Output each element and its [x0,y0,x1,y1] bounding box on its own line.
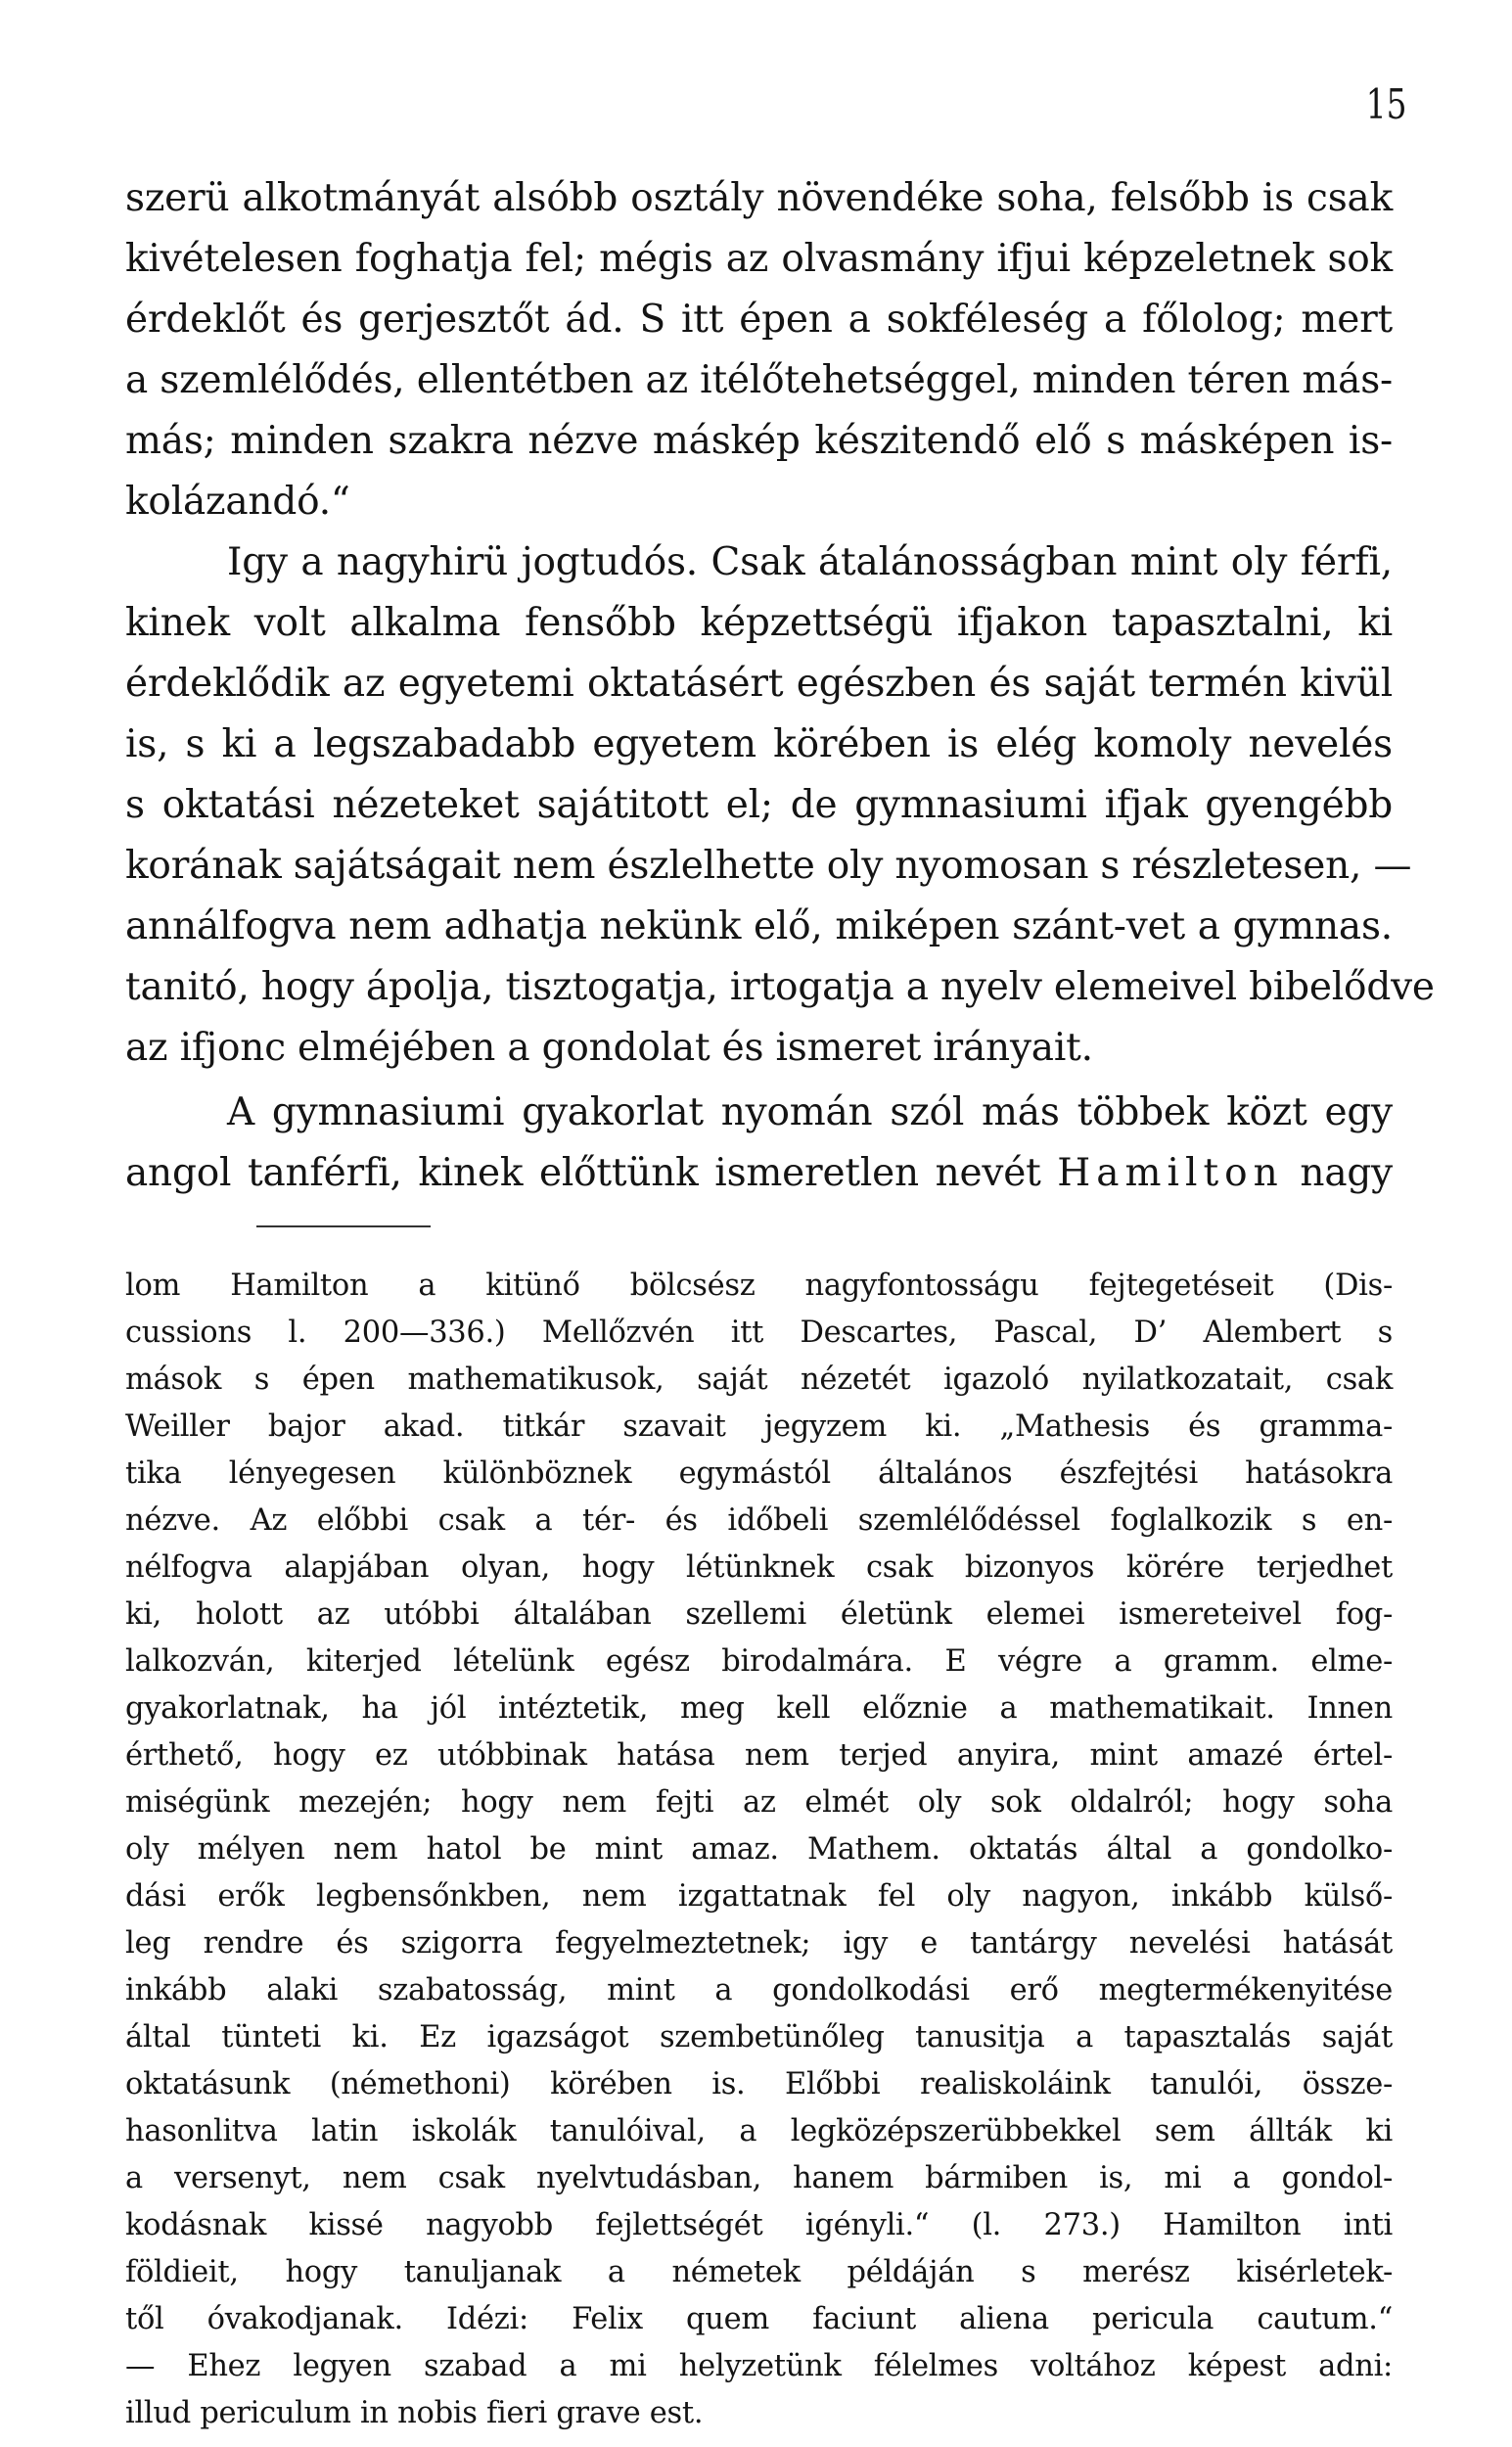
footnote-line: tika lényegesen különböznek egymástól általános észfejtési hatásokra [125,1456,1393,1491]
text-line: kivételesen foghatja fel; mégis az olvasmány ifjui képzeletnek sok [125,237,1393,281]
footnote-line: hasonlitva latin iskolák tanulóival, a legközépszerübbekkel sem állták ki [125,2114,1393,2148]
footnote-line: által tünteti ki. Ez igazságot szembetünőleg tanusitja a tapasztalás saját [125,2020,1393,2055]
text-line: kolázandó.“ [125,480,350,524]
footnote-line: oly mélyen nem hatol be mint amaz. Mathem. oktatás által a gondolko- [125,1832,1393,1867]
footnote-line: gyakorlatnak, ha jól intéztetik, meg kell előznie a mathematikait. Innen [125,1691,1393,1726]
spaced-name: Hamilton [1057,1151,1284,1195]
footnote [125,1263,1393,2437]
text-line: is, s ki a legszabadabb egyetem körében is elég komoly nevelés [125,722,1393,766]
text-line: s oktatási nézeteket sajátitott el; de gymnasiumi ifjak gyengébb [125,783,1393,827]
footnote-line: leg rendre és szigorra fegyelmeztetnek; igy e tantárgy nevelési hatását [125,1926,1393,1961]
text-line-last [125,1143,1393,1204]
footnote-line: mások s épen mathematikusok, saját nézetét igazoló nyilatkozatait, csak [125,1362,1393,1397]
footnote-line: a versenyt, nem csak nyelvtudásban, hanem bármiben is, mi a gondol- [125,2161,1393,2195]
footnote-line: dási erők legbensőnkben, nem izgattatnak fel oly nagyon, inkább külső- [125,1879,1393,1914]
text-line: az ifjonc elméjében a gondolat és ismeret irányait. [125,1026,1093,1070]
footnote-line: inkább alaki szabatosság, mint a gondolkodási erő megtermékenyitése [125,1973,1393,2008]
footnote-line: től óvakodjanak. Idézi: Felix quem faciunt aliena pericula cautum.“ [125,2302,1393,2336]
paragraph-start-line: Igy a nagyhirü jogtudós. Csak átalánosságban mint oly férfi, [227,540,1393,584]
footnote-line: miségünk mezején; hogy nem fejti az elmét oly sok oldalról; hogy soha [125,1785,1393,1820]
text-line: annálfogva nem adhatja nekünk elő, miképen szánt-vet a gymnas. [125,904,1393,948]
text-line: szerü alkotmányát alsóbb osztály növendéke soha, felsőbb is csak [125,176,1393,220]
paragraph-start-line: A gymnasiumi gyakorlat nyomán szól más többek közt egy [227,1090,1393,1134]
text-line: más; minden szakra nézve máskép készitendő elő s másképen is- [125,419,1393,463]
footnote-line: cussions l. 200—336.) Mellőzvén itt Descartes, Pascal, D’ Alembert s [125,1316,1393,1350]
footnote-line: illud periculum in nobis fieri grave est. [125,2396,704,2430]
footnote-line: nélfogva alapjában olyan, hogy létünknek csak bizonyos körére terjedhet [125,1550,1393,1585]
footnote-line: érthető, hogy ez utóbbinak hatása nem terjed anyira, mint amazé értel- [125,1738,1393,1773]
footnote-line: lalkozván, kiterjed lételünk egész birodalmára. E végre a gramm. elme- [125,1644,1393,1679]
footnote-line: földieit, hogy tanuljanak a németek példáján s merész kisérletek- [125,2255,1393,2289]
main-text [125,168,1435,1204]
text-line: kinek volt alkalma fensőbb képzettségü ifjakon tapasztalni, ki [125,601,1393,645]
footnote-separator [256,1225,431,1227]
footnote-line: Weiller bajor akad. titkár szavait jegyzem ki. „Mathesis és gramma- [125,1409,1393,1444]
footnote-line: kodásnak kissé nagyobb fejlettségét igényli.“ (l. 273.) Hamilton inti [125,2208,1393,2242]
footnote-line: — Ehez legyen szabad a mi helyzetünk félelmes voltához képest adni: [125,2349,1393,2383]
text-line-head: angol tanférfi, kinek előttünk ismeretlen nevét [125,1151,1041,1195]
page-number: 15 [1365,80,1406,128]
text-line: a szemlélődés, ellentétben az itélőtehetséggel, minden téren más- [125,358,1393,402]
footnote-line: oktatásunk (némethoni) körében is. Előbbi realiskoláink tanulói, össze- [125,2067,1393,2101]
footnote-line: ki, holott az utóbbi általában szellemi életünk elemei ismereteivel fog- [125,1597,1393,1632]
text-line: tanitó, hogy ápolja, tisztogatja, irtogatja a nyelv elemeivel bibelődve [125,965,1435,1009]
footnote-line: lom Hamilton a kitünő bölcsész nagyfontosságu fejtegetéseit (Dis- [125,1269,1393,1303]
text-line-tail: nagy [1300,1151,1393,1195]
text-line: korának sajátságait nem észlelhette oly nyomosan s részletesen, — [125,844,1412,888]
text-line: érdeklőt és gerjesztőt ád. S itt épen a sokféleség a főlolog; mert [125,298,1393,342]
text-line: érdeklődik az egyetemi oktatásért egészben és saját termén kivül [125,662,1393,706]
footnote-line: nézve. Az előbbi csak a tér- és időbeli szemlélődéssel foglalkozik s en- [125,1503,1393,1538]
